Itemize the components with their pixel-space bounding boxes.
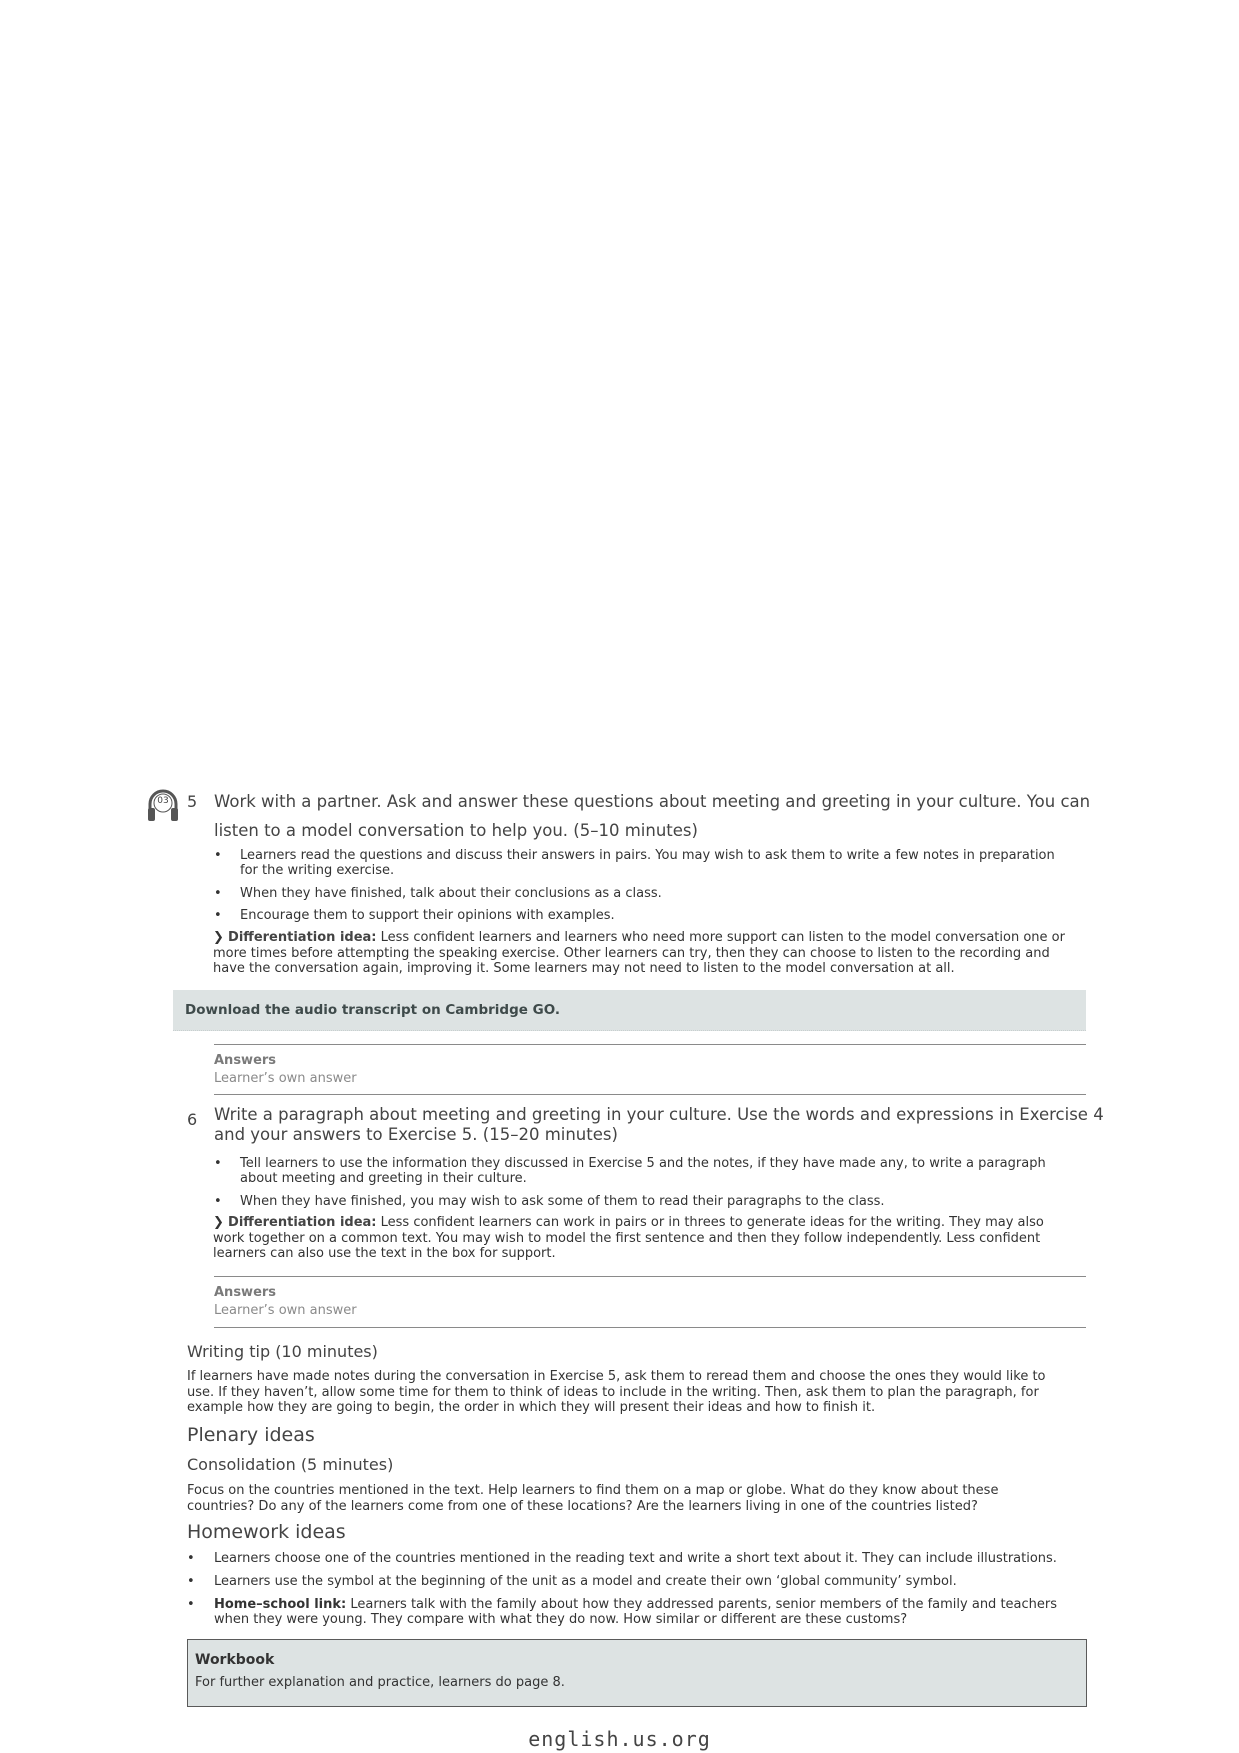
exercise-5-differentiation: ❯ Differentiation idea: Less confident learners and learners who need more support can listen to the model conversation one or more times before attempting the speaking exercise. Other learners can try, then they can choose to listen to the recording and have the conversation again, improving it. Some learners may not need to listen to the model conversation at all.: [213, 930, 1065, 976]
homework-item: • Learners choose one of the countries mentioned in the reading text and write a short text about it. They can include illustrations.: [187, 1551, 1057, 1566]
answers-heading: Answers: [214, 1285, 277, 1300]
audio-track-icon[interactable]: [146, 787, 180, 823]
audio-track-number: 03: [157, 796, 169, 806]
exercise-5-bullet: • When they have finished, talk about their conclusions as a class.: [214, 886, 662, 901]
plenary-heading: Plenary ideas: [187, 1424, 315, 1446]
exercise-6-bullet: • When they have finished, you may wish to ask some of them to read their paragraphs to the class.: [214, 1194, 885, 1209]
exercise-6-title-line1: Write a paragraph about meeting and greeting in your culture. Use the words and expressions in Exercise 4: [214, 1105, 1104, 1124]
answers-bottom-rule: [214, 1094, 1086, 1095]
exercise-5-bullet: • Learners read the questions and discuss their answers in pairs. You may wish to ask them to write a few notes in preparation for the writing exercise.: [214, 848, 1055, 878]
homework-item: • Learners use the symbol at the beginning of the unit as a model and create their own ‘global community’ symbol.: [187, 1574, 957, 1589]
exercise-5-title-line2: listen to a model conversation to help you. (5–10 minutes): [214, 821, 698, 840]
homework-item: • Home–school link: Learners talk with the family about how they addressed parents, senior members of the family and teachers when they were young. They compare with what they do now. How similar or different are these customs?: [187, 1597, 1058, 1627]
answers-body: Learner’s own answer: [214, 1303, 357, 1318]
answers-top-rule: [214, 1276, 1086, 1277]
exercise-6-differentiation: ❯ Differentiation idea: Less confident learners can work in pairs or in threes to generate ideas for the writing. They may also work together on a common text. You may wish to model the first sentence and then they follow independently. Less confident learners can also use the text in the box for support.: [213, 1215, 1044, 1261]
workbook-body: For further explanation and practice, learners do page 8.: [195, 1675, 565, 1690]
answers-top-rule: [214, 1044, 1086, 1045]
writing-tip-text: If learners have made notes during the conversation in Exercise 5, ask them to reread them and choose the ones they would like to use. If they haven’t, allow some time for them to think of ideas to include in the writing. Then, ask them to plan the paragraph, for example how they are going to begin, the order in which they will present their ideas and how to finish it.: [187, 1369, 1046, 1415]
homework-heading: Homework ideas: [187, 1521, 346, 1543]
answers-body: Learner’s own answer: [214, 1071, 357, 1086]
writing-tip-heading: Writing tip (10 minutes): [187, 1342, 378, 1361]
answers-heading: Answers: [214, 1053, 277, 1068]
exercise-6-title-line2: and your answers to Exercise 5. (15–20 minutes): [214, 1125, 618, 1144]
exercise-6-bullet: • Tell learners to use the information they discussed in Exercise 5 and the notes, if they have made any, to write a paragraph about meeting and greeting in their culture.: [214, 1156, 1046, 1186]
consolidation-heading: Consolidation (5 minutes): [187, 1455, 394, 1474]
exercise-5-title-line1: Work with a partner. Ask and answer these questions about meeting and greeting in your culture. You can: [214, 792, 1091, 811]
answers-bottom-rule: [214, 1327, 1086, 1328]
exercise-6-number: 6: [187, 1110, 198, 1129]
exercise-5-number: 5: [187, 792, 198, 811]
consolidation-text: Focus on the countries mentioned in the text. Help learners to find them on a map or globe. What do they know about these countries? Do any of the learners come from one of these locations? Are the learners living in one of the countries listed?: [187, 1483, 999, 1514]
exercise-5-bullet: • Encourage them to support their opinions with examples.: [214, 908, 615, 923]
workbook-heading: Workbook: [195, 1652, 275, 1668]
footer-watermark: english.us.org: [528, 1727, 711, 1751]
download-transcript-link[interactable]: Download the audio transcript on Cambridge GO.: [185, 1002, 561, 1018]
chevron-right-icon: ❯: [213, 930, 224, 945]
download-transcript-box[interactable]: [173, 990, 1086, 1031]
workbook-box: [187, 1639, 1087, 1707]
chevron-right-icon: ❯: [213, 1215, 224, 1230]
